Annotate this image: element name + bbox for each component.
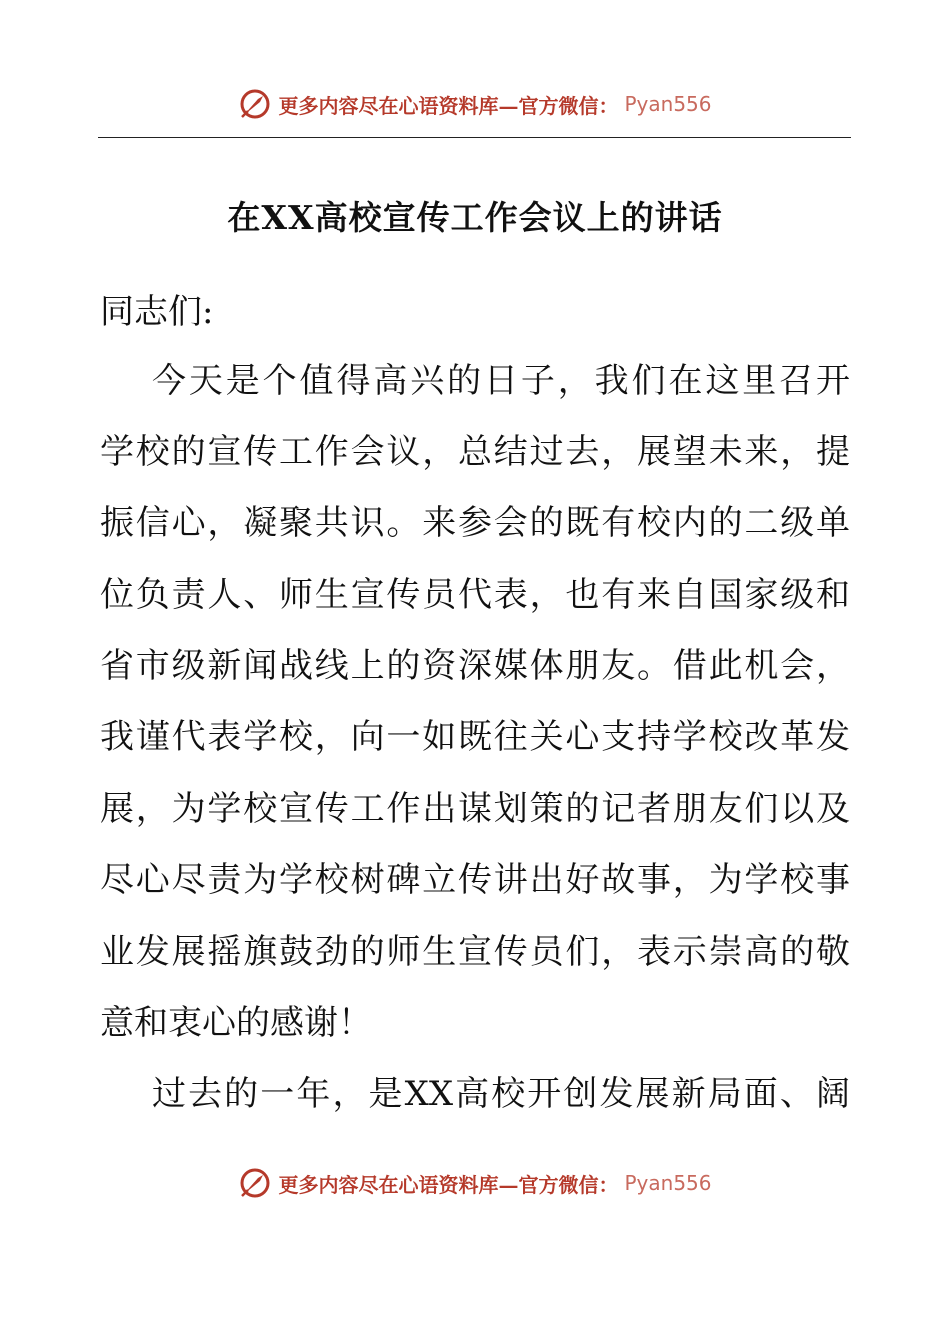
watermark-wechat-id: Pyan556 — [624, 1171, 712, 1195]
paragraph-line: 学校的宣传工作会议，总结过去，展望未来，提 — [100, 432, 850, 472]
pen-nib-circle-logo-icon — [238, 1166, 272, 1200]
paragraph-line: 位负责人、师生宣传员代表，也有来自国家级和 — [100, 575, 850, 615]
salutation: 同志们: — [100, 292, 214, 332]
pen-nib-circle-logo-icon — [238, 87, 272, 121]
footer-watermark — [0, 1163, 950, 1203]
watermark-wechat-id: Pyan556 — [624, 92, 712, 116]
paragraph-line: 今天是个值得高兴的日子，我们在这里召开 — [152, 361, 850, 401]
paragraph-line: 振信心，凝聚共识。来参会的既有校内的二级单 — [100, 503, 850, 543]
paragraph-line: 省市级新闻战线上的资深媒体朋友。借此机会， — [100, 646, 850, 686]
header-divider — [98, 137, 851, 138]
paragraph-line: 过去的一年，是XX高校开创发展新局面、阔 — [152, 1074, 850, 1114]
paragraph-line: 尽心尽责为学校树碑立传讲出好故事，为学校事 — [100, 860, 850, 900]
watermark-text: 更多内容尽在心语资料库—官方微信： — [278, 1172, 619, 1197]
paragraph-line: 展，为学校宣传工作出谋划策的记者朋友们以及 — [100, 789, 850, 829]
header-watermark — [0, 84, 950, 124]
paragraph-line: 我谨代表学校，向一如既往关心支持学校改革发 — [100, 717, 850, 757]
paragraph-line: 业发展摇旗鼓劲的师生宣传员们，表示崇高的敬 — [100, 932, 850, 972]
document-title: 在XX高校宣传工作会议上的讲话 — [227, 198, 723, 237]
paragraph-line: 意和衷心的感谢！ — [100, 1003, 372, 1043]
watermark-text: 更多内容尽在心语资料库—官方微信： — [278, 93, 619, 118]
